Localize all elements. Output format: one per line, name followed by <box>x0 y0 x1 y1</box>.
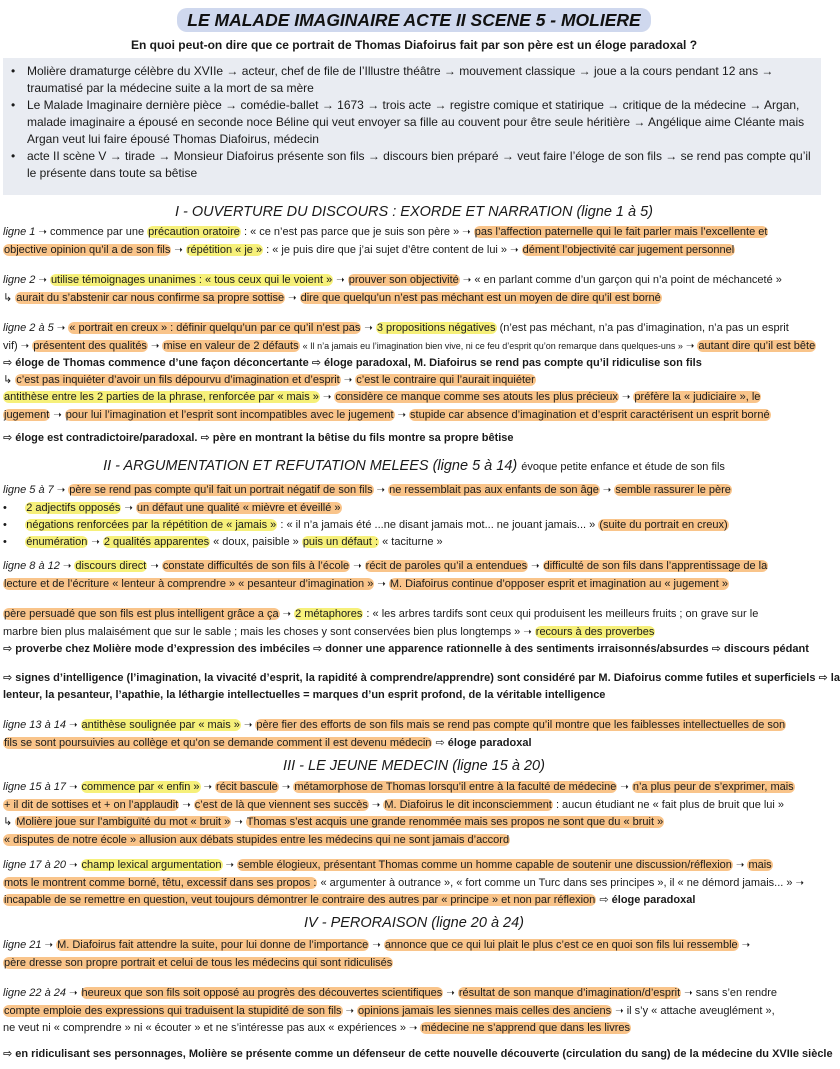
arrow-icon: ➝ <box>69 720 78 731</box>
highlight: c’est pas inquiéter d’avoir un fils dépourvu d’imagination et d’esprit <box>16 373 340 386</box>
highlight: 2 qualités apparentes <box>103 535 210 548</box>
conclusion-arrow-icon: ⇨ <box>3 357 13 369</box>
arrow-icon: ➝ <box>243 720 253 731</box>
quote: : « je puis dire que j’ai sujet d’être content de lui » <box>266 243 508 256</box>
note-line <box>3 735 825 752</box>
highlight: 2 métaphores <box>295 608 363 620</box>
highlight: c’est de là que viennent ses succès <box>194 798 368 811</box>
note-text: éloge paradoxal, M. Diafoirus se rend pas compte qu’il ridiculise son fils <box>324 357 702 369</box>
arrow-icon: ➝ <box>53 409 62 421</box>
highlight: semble rassurer le père <box>615 484 731 496</box>
note-line <box>3 892 825 909</box>
note-ligne-2 <box>3 272 825 307</box>
highlight: père persuadé que son fils est plus intelligent grâce a ça <box>4 608 279 620</box>
line-ref: ligne 15 à 17 <box>3 781 66 793</box>
note-text: (n’est pas méchant, n’a pas d’imagination, n’a pas un esprit <box>499 322 789 334</box>
arrow-icon: ➝ <box>174 244 183 256</box>
note-text: signes d’intelligence (l’imagination, la vivacité d’esprit, la rapidité à comprendre/apprendre) sont considéré par M. Diafoirus comme futiles et superficiels <box>15 672 816 684</box>
line-ref: ligne 2 à 5 <box>3 322 54 334</box>
arrow-icon: ➝ <box>353 561 362 572</box>
highlight: difficulté de son fils dans l’apprentissage de la <box>543 560 768 572</box>
arrow-icon: ➝ <box>124 502 133 514</box>
quote: « en parlant comme d’un garçon qui n’a point de méchanceté » <box>474 274 782 286</box>
note-ligne-13-14 <box>3 717 825 751</box>
arrow-icon: ➝ <box>615 1005 624 1017</box>
highlight: mise en valeur de 2 défauts <box>163 339 299 352</box>
highlight: présentent des qualités <box>33 339 147 352</box>
line-ref: ligne 21 <box>3 939 42 951</box>
highlight: précaution oratoire <box>148 226 240 238</box>
quote: marbre bien plus malaisément que sur le sable ; mais les choses y sont conservées bien plus longtemps » <box>3 625 521 638</box>
highlight: récit de paroles qu’il a entendues <box>365 560 528 572</box>
arrow-icon: ➝ <box>795 877 804 889</box>
conclusion-arrow-icon: ⇨ <box>818 672 828 684</box>
note-line <box>3 320 825 338</box>
highlight: autant dire qu’il est bête <box>698 339 816 352</box>
arrow-icon: ➝ <box>182 799 191 811</box>
highlight: M. Diafoirus fait attendre la suite, pour lui donne de l’importance <box>57 939 369 951</box>
note-line <box>3 290 825 308</box>
final-conclusion <box>3 1046 833 1063</box>
note-text: proverbe chez Molière mode d’expression des imbéciles <box>15 643 310 655</box>
arrow-icon: ➝ <box>409 1023 418 1034</box>
arrow-icon: ➝ <box>38 227 47 238</box>
arrow-icon: ➝ <box>376 485 386 496</box>
intro-text: Le Malade Imaginaire dernière pièce → comédie-ballet → 1673 → trois acte → registre comique et statirique → critique de la médecine → Argan, malade imaginaire a épousé en seconde noce Béline qui veut envoyer sa fille au couvent pour être seule héritière → Angélique aime Cléante mais Argan veut lui faire épousé Thomas Diafoirus, médecin <box>27 98 805 146</box>
note-line <box>3 717 825 735</box>
quote: : « il n’a jamais été ...ne disant jamais mot... ne jouant jamais... » <box>280 519 596 531</box>
highlight: discours direct <box>75 560 147 572</box>
highlight: énumération <box>26 535 88 548</box>
note-text: en ridiculisant ses personnages, Molière se présente comme un défenseur de cette nouvelle découverte (circulation du sang) de la médecine du XVIIe siècle <box>15 1048 833 1060</box>
highlight: c’est le contraire qui l’aurait inquiéter <box>356 373 535 386</box>
arrow-icon: ➝ <box>343 374 353 386</box>
bullet-icon: • <box>11 98 16 112</box>
bullet-icon: • <box>3 501 7 514</box>
arrow-icon: ➝ <box>150 561 159 572</box>
highlight: lecture et de l’écriture « lenteur à comprendre » « pesanteur d’imagination » <box>4 577 374 590</box>
section-note: évoque petite enfance et étude de son fils <box>521 461 725 473</box>
quote: : « les arbres tardifs sont ceux qui produisent les meilleurs fruits ; on grave sur le <box>366 608 759 620</box>
arrow-icon: ➝ <box>345 1005 354 1017</box>
note-text: éloge paradoxal <box>447 736 532 749</box>
bullet-icon: • <box>3 535 7 548</box>
conclusion-arrow-icon: ⇨ <box>3 672 13 684</box>
note-line <box>3 1046 833 1063</box>
note-text: éloge est contradictoire/paradoxal. <box>15 432 198 444</box>
arrow-icon: ➝ <box>462 275 472 286</box>
highlight: M. Diafoirus continue d’opposer esprit et imagination au « jugement » <box>389 577 728 590</box>
arrow-icon: ➝ <box>69 782 78 793</box>
highlight: résultat de son manque d’imagination/d’esprit <box>458 987 681 999</box>
highlight: pas l’affection paternelle qui le fait parler mais l’excellente et <box>474 226 768 238</box>
highlight: médecine ne s’apprend que dans les livres <box>421 1022 631 1034</box>
note-line <box>3 372 825 390</box>
note-line <box>3 985 825 1003</box>
note-line <box>3 482 825 500</box>
arrow-icon: ➝ <box>91 536 100 548</box>
highlight: + il dit de sottises et + on l’applaudit <box>4 798 179 811</box>
arrow-icon: ➝ <box>741 940 751 951</box>
line-ref: ligne 8 à 12 <box>3 560 60 572</box>
note-line <box>3 355 825 372</box>
highlight: stupide car absence d’imagination et d’esprit caractérisent un esprit borné <box>410 408 770 421</box>
line-ref: ligne 17 à 20 <box>3 859 66 871</box>
arrow-icon: ➝ <box>462 227 471 238</box>
return-arrow-icon: ↳ <box>3 373 13 386</box>
section-title-2 <box>0 457 828 476</box>
highlight: fils se sont poursuivies au collège et qu’on se demande comment il est devenu médecin <box>4 736 432 749</box>
note-line <box>3 955 825 972</box>
note-line <box>3 534 825 552</box>
note-metaphores <box>3 606 825 658</box>
highlight: annonce que ce qui lui plait le plus c’est ce en quoi son fils lui ressemble <box>384 939 738 951</box>
note-text: donner une apparence rationnelle à des sentiments irraisonnés/absurdes <box>325 643 709 655</box>
note-line <box>3 407 825 425</box>
highlight: n’a plus peur de s’exprimer, mais <box>632 781 794 793</box>
arrow-icon: ➝ <box>56 323 66 334</box>
highlight: considère ce manque comme ses atouts les plus précieux <box>335 391 618 403</box>
note-ligne-8-12 <box>3 558 825 593</box>
arrow-icon: ➝ <box>203 782 212 793</box>
highlight: jugement <box>4 408 50 421</box>
arrow-icon: ➝ <box>446 988 455 999</box>
highlight: aurait du s’abstenir car nous confirme sa propre sottise <box>16 291 285 304</box>
highlight: « disputes de notre école » allusion aux débats stupides entre les médecins qui ne sont jamais d’accord <box>4 833 510 846</box>
bullet-icon: • <box>11 149 16 163</box>
arrow-icon: ➝ <box>371 799 381 811</box>
highlight: M. Diafoirus le dit inconsciemment <box>384 798 552 811</box>
quote: il s’y « attache aveuglément », <box>626 1004 775 1017</box>
note-ligne-5-7 <box>3 482 825 551</box>
arrow-icon: ➝ <box>364 323 373 334</box>
section-title-3: III - LE JEUNE MEDECIN (ligne 15 à 20) <box>283 758 545 774</box>
highlight: dément l’objectivité car jugement personnel <box>522 243 735 256</box>
note-text: éloge de Thomas commence d’une façon déconcertante <box>15 357 309 369</box>
note-ligne-2-5 <box>3 320 825 424</box>
arrow-icon: ➝ <box>602 485 612 496</box>
note-ligne-15-17 <box>3 779 825 848</box>
arrow-icon: ➝ <box>336 275 345 286</box>
highlight: « portrait en creux » : définir quelqu’un par ce qu’il n’est pas <box>69 322 361 334</box>
line-ref: ligne 22 à 24 <box>3 987 66 999</box>
note-text: discours pédant <box>723 643 809 655</box>
highlight: ne ressemblait pas aux enfants de son âge <box>389 484 599 496</box>
note-line <box>3 389 825 407</box>
return-arrow-icon: ↳ <box>3 816 13 828</box>
arrow-icon: ➝ <box>38 275 47 286</box>
highlight: champ lexical argumentation <box>81 859 222 871</box>
quote: « doux, paisible » <box>213 535 299 548</box>
note-ligne-1 <box>3 224 825 259</box>
intro-item <box>11 97 813 148</box>
highlight: mots le montrent comme borné, têtu, excessif dans ses propos : <box>4 876 317 889</box>
highlight: constate difficultés de son fils à l’école <box>162 560 350 572</box>
note-text: commence par une <box>49 226 145 238</box>
conclusion-arrow-icon: ⇨ <box>3 643 13 655</box>
highlight: recours à des proverbes <box>535 625 655 638</box>
highlight: Molière joue sur l’ambiguïté du mot « bruit » <box>16 816 231 828</box>
arrow-icon: ➝ <box>282 609 292 620</box>
note-line <box>3 430 825 447</box>
note-line <box>3 338 825 356</box>
arrow-icon: ➝ <box>322 392 332 403</box>
arrow-icon: ➝ <box>44 940 53 951</box>
conclusion-arrow-icon: ⇨ <box>435 736 445 749</box>
highlight: pour lui l’imagination et l’esprit sont incompatibles avec le jugement <box>65 408 394 421</box>
arrow-icon: ➝ <box>281 782 291 793</box>
note-text: la <box>830 672 840 684</box>
note-line: lenteur, la pesanteur, l’apathie, la léthargie intellectuelles = marques d’un esprit profond, de la véritable intelligence <box>3 688 606 701</box>
arrow-icon: ➝ <box>684 988 693 999</box>
conclusion-arrow-icon: ⇨ <box>3 432 13 444</box>
note-text: père en montrant la bêtise du fils montre sa propre bêtise <box>212 432 514 444</box>
arrow-icon: ➝ <box>56 485 66 496</box>
highlight: antithèse entre les 2 parties de la phrase, renforcée par « mais » <box>4 391 319 403</box>
line-ref: ligne 1 <box>3 226 36 238</box>
note-text: vif) <box>3 339 18 352</box>
note-line <box>3 624 825 642</box>
note-line <box>3 576 825 594</box>
note-line <box>3 517 825 534</box>
arrow-icon: ➝ <box>620 782 629 793</box>
title-wrap <box>0 8 828 32</box>
note-ligne-17-20 <box>3 857 825 909</box>
conclusion-arrow-icon: ⇨ <box>711 643 721 655</box>
conclusion-arrow-icon: ⇨ <box>313 643 323 655</box>
highlight: incapable de se remettre en question, veut toujours démontrer le contraire des autres par « principe » et non par réflexion <box>4 894 596 906</box>
highlight: utilise témoignages unanimes : « tous ceux qui le voient » <box>50 274 333 286</box>
line-ref: ligne 5 à 7 <box>3 484 54 496</box>
highlight: opinions jamais les siennes mais celles des anciens <box>358 1004 612 1017</box>
arrow-icon: ➝ <box>69 860 78 871</box>
note-line <box>3 606 825 624</box>
section-title-1: I - OUVERTURE DU DISCOURS : EXORDE ET NARRATION (ligne 1 à 5) <box>174 204 654 220</box>
highlight: dire que quelqu’un n’est pas méchant est un moyen de dire qu’il est borné <box>300 291 661 304</box>
highlight: heureux que son fils soit opposé au progrès des découvertes scientifiques <box>81 987 443 999</box>
arrow-icon: ➝ <box>621 392 631 403</box>
arrow-icon: ➝ <box>372 940 381 951</box>
intro-box <box>3 58 821 195</box>
arrow-icon: ➝ <box>685 340 695 352</box>
note-line <box>3 272 825 290</box>
highlight: 3 propositions négatives <box>376 322 496 334</box>
quote: ne veut ni « comprendre » ni « écouter » et ne s’intéresse pas aux « expériences » <box>3 1022 406 1034</box>
highlight: père dresse son propre portrait et celui de tous les médecins qui sont ridiculisés <box>4 956 393 969</box>
highlight: père fier des efforts de son fils mais se rend pas compte qu’il montre que les faiblesses intellectuelles de son <box>256 719 786 731</box>
note-line <box>3 500 825 518</box>
arrow-icon: ➝ <box>523 626 532 638</box>
highlight: compte emploie des expressions qui traduisent la stupidité de son fils <box>4 1004 342 1017</box>
bullet-icon: • <box>11 64 16 78</box>
return-arrow-icon: ↳ <box>3 291 13 304</box>
intro-text: acte II scène V → tirade → Monsieur Diafoirus présente son fils → discours bien préparé → veut faire l’éloge de son fils → se rend pas compte qu’il le présente dans toute sa bêtise <box>27 149 811 180</box>
line-ref: ligne 13 à 14 <box>3 719 66 731</box>
intro-item <box>11 63 813 97</box>
highlight: récit bascule <box>216 781 278 793</box>
note-line <box>3 832 825 849</box>
arrow-icon: ➝ <box>397 409 406 421</box>
conclusion-arrow-icon: ⇨ <box>3 1048 13 1060</box>
arrow-icon: ➝ <box>531 561 540 572</box>
highlight: Thomas s’est acquis une grande renommée mais ses propos ne sont que du « bruit » <box>246 816 664 828</box>
conclusion-1 <box>3 430 825 447</box>
bullet-icon: • <box>3 519 7 531</box>
highlight: (suite du portrait en creux) <box>599 519 728 531</box>
page-title: LE MALADE IMAGINAIRE ACTE II SCENE 5 - MOLIERE <box>177 8 650 32</box>
intro-list <box>11 63 813 182</box>
note-line <box>3 779 825 797</box>
highlight: métamorphose de Thomas lorsqu’il entre à la faculté de médecine <box>294 781 617 793</box>
intro-item <box>11 148 813 182</box>
highlight: mais <box>748 859 772 871</box>
problematic-question: En quoi peut-on dire que ce portrait de Thomas Diafoirus fait par son père est un éloge paradoxal ? <box>130 38 698 52</box>
note-ligne-22-24 <box>3 985 825 1038</box>
note-line <box>3 641 825 658</box>
note-text: éloge paradoxal <box>611 894 696 906</box>
arrow-icon: ➝ <box>377 578 386 590</box>
note-line <box>3 1003 825 1021</box>
quote: : « ce n’est pas parce que je suis son père » <box>243 226 460 238</box>
conclusion-arrow-icon: ⇨ <box>311 357 321 369</box>
highlight: commence par « enfin » <box>81 781 200 793</box>
arrow-icon: ➝ <box>225 860 234 871</box>
highlight: semble élogieux, présentant Thomas comme un homme capable de soutenir une discussion/réflexion <box>238 859 732 871</box>
note-line <box>3 875 825 893</box>
conclusion-2 <box>3 670 840 703</box>
arrow-icon: ➝ <box>62 561 72 572</box>
note-line <box>3 814 825 832</box>
highlight: préfère la « judiciaire », le <box>634 391 761 403</box>
note-line <box>3 797 825 815</box>
highlight: antithèse soulignée par « mais » <box>81 719 240 731</box>
highlight: répétition « je » <box>186 243 263 256</box>
highlight: prouver son objectivité <box>348 274 459 286</box>
intro-text: Molière dramaturge célèbre du XVIIe → acteur, chef de file de l’Illustre théâtre → mouvement classique → joue a la cours pendant 12 ans → traumatisé par la médecine suite a la mort de sa mère <box>27 64 774 95</box>
highlight: père se rend pas compte qu’il fait un portrait négatif de son fils <box>69 484 373 496</box>
section-title-text: II - ARGUMENTATION ET REFUTATION MELEES (ligne 5 à 14) <box>103 458 518 474</box>
conclusion-arrow-icon: ⇨ <box>200 432 210 444</box>
arrow-icon: ➝ <box>69 988 78 999</box>
quote: « Il n’a jamais eu l’imagination bien vive, ni ce feu d’esprit qu’on remarque dans quelques-uns » <box>302 340 683 351</box>
section-title-4: IV - PERORAISON (ligne 20 à 24) <box>304 915 524 931</box>
arrow-icon: ➝ <box>288 292 297 304</box>
highlight: 2 adjectifs opposés <box>26 501 121 514</box>
arrow-icon: ➝ <box>510 244 519 256</box>
highlight: un défaut une qualité « mièvre et éveillé » <box>136 501 341 514</box>
note-line <box>3 224 825 242</box>
line-ref: ligne 2 <box>3 274 36 286</box>
arrow-icon: ➝ <box>735 860 745 871</box>
note-line <box>3 558 825 576</box>
quote: « taciturne » <box>382 535 443 548</box>
note-line <box>3 670 840 687</box>
arrow-icon: ➝ <box>20 340 30 352</box>
note-line <box>3 242 825 260</box>
highlight: objective opinion qu’il a de son fils <box>4 243 171 256</box>
highlight: puis un défaut : <box>302 535 379 548</box>
quote: « argumenter à outrance », « fort comme un Turc dans ses principes », il « ne démord jamais... » <box>320 876 793 889</box>
note-ligne-21 <box>3 937 825 971</box>
highlight: négations renforcées par la répétition de « jamais » <box>26 519 277 531</box>
arrow-icon: ➝ <box>234 817 243 828</box>
conclusion-arrow-icon: ⇨ <box>599 894 609 906</box>
note-line <box>3 1020 825 1038</box>
quote: : aucun étudiant ne « fait plus de bruit que lui » <box>555 798 785 811</box>
arrow-icon: ➝ <box>151 340 160 352</box>
note-line <box>3 937 825 955</box>
note-text: sans s’en rendre <box>695 987 778 999</box>
note-line <box>3 857 825 875</box>
